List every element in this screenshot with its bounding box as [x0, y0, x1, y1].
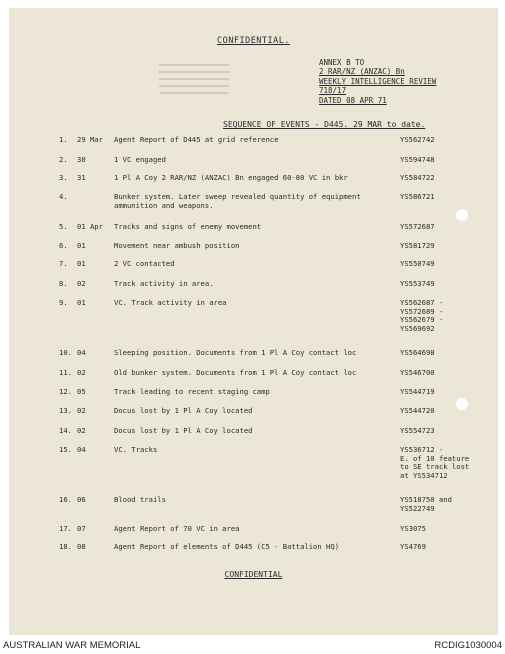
event-date: 02	[77, 406, 86, 415]
event-description: VC. Tracks	[114, 446, 158, 454]
event-description: Track activity in area.	[114, 280, 214, 288]
event-number: 10.	[59, 348, 72, 357]
grid-reference-line: YS3075	[400, 524, 426, 533]
event-date: 30	[77, 155, 86, 164]
event-number: 15.	[59, 445, 72, 454]
grid-reference	[400, 174, 500, 183]
grid-reference-line: E. of 10 feature	[400, 453, 470, 463]
grid-reference	[400, 496, 500, 513]
event-number: 6.	[59, 241, 68, 250]
annex-line: ANNEX B TO	[319, 58, 365, 67]
grid-reference-line: YS544719	[400, 387, 435, 396]
event-date: 04	[77, 348, 86, 357]
grid-reference	[400, 156, 500, 165]
event-number: 4.	[59, 192, 68, 201]
annex-line: 2 RAR/NZ (ANZAC) Bn	[319, 67, 405, 77]
event-number: 18.	[59, 542, 72, 551]
grid-reference-line: YS562742	[400, 135, 435, 144]
grid-reference	[400, 543, 500, 552]
event-date: 29 Mar	[77, 135, 103, 144]
classification-footer: CONFIDENTIAL	[224, 570, 283, 579]
event-number: 17.	[59, 524, 72, 533]
annex-line: WEEKLY INTELLIGENCE REVIEW	[319, 76, 437, 86]
event-number: 16.	[59, 495, 72, 504]
grid-reference-line: YS546700	[400, 368, 435, 377]
grid-reference	[400, 242, 500, 251]
event-date: 06	[77, 495, 86, 504]
event-description: Docus lost by 1 Pl A Coy located	[114, 407, 253, 415]
grid-reference	[400, 427, 500, 436]
event-description: Movement near ambush position	[114, 242, 240, 250]
event-number: 9.	[59, 298, 68, 307]
grid-reference	[400, 407, 500, 416]
grid-reference-line: at YS534712	[400, 470, 448, 480]
institution-label: AUSTRALIAN WAR MEMORIAL	[3, 640, 141, 651]
grid-reference	[400, 193, 500, 202]
grid-reference	[400, 369, 500, 378]
grid-reference-line: YS572689 -	[400, 306, 444, 316]
grid-reference	[400, 525, 500, 534]
event-description: VC. Track activity in area	[114, 299, 227, 307]
event-date: 01	[77, 259, 86, 268]
grid-reference-line: YS518750 and	[400, 495, 452, 504]
event-description: Docus lost by 1 Pl A Coy located	[114, 427, 253, 435]
event-description: 1 Pl A Coy 2 RAR/NZ (ANZAC) Bn engaged 60-80 VC in bkr	[114, 174, 348, 182]
annex-line: 718/17	[319, 86, 347, 96]
grid-reference-line: YS554723	[400, 426, 435, 435]
grid-reference-line: YS553749	[400, 279, 435, 288]
annex-block	[319, 58, 436, 105]
event-number: 11.	[59, 368, 72, 377]
grid-reference-line: YS562679 -	[400, 315, 444, 325]
event-description: Old bunker system. Documents from 1 Pl A Coy contact loc	[114, 369, 357, 377]
event-number: 2.	[59, 155, 68, 164]
grid-reference-line: YS564698	[400, 348, 435, 357]
event-description: 2 VC contacted	[114, 260, 175, 268]
event-date: 01 Apr	[77, 222, 103, 231]
grid-reference-line: YS550749	[400, 259, 435, 268]
event-date: 05	[77, 387, 86, 396]
event-date: 31	[77, 173, 86, 182]
grid-reference	[400, 388, 500, 397]
event-date: 01	[77, 298, 86, 307]
grid-reference	[400, 280, 500, 289]
grid-reference-line: YS562687 -	[400, 298, 444, 307]
event-date: 01	[77, 241, 86, 250]
grid-reference-line: YS4769	[400, 542, 426, 551]
event-description: Tracks and signs of enemy movement	[114, 223, 262, 231]
punch-hole	[456, 209, 468, 221]
event-date: 02	[77, 426, 86, 435]
event-number: 7.	[59, 259, 68, 268]
event-number: 3.	[59, 173, 68, 182]
grid-reference	[400, 349, 500, 358]
grid-reference-line: YS544720	[400, 406, 435, 415]
event-number: 14.	[59, 426, 72, 435]
event-number: 8.	[59, 279, 68, 288]
event-date: 02	[77, 368, 86, 377]
grid-reference-line: to SE track lost	[400, 462, 470, 472]
grid-reference	[400, 260, 500, 269]
grid-reference-line: YS522749	[400, 503, 435, 513]
event-number: 1.	[59, 135, 68, 144]
record-id: RCDIG1030004	[434, 640, 502, 651]
sequence-title: SEQUENCE OF EVENTS - D445. 29 MAR to date.	[223, 120, 426, 129]
event-description: Bunker system. Later sweep revealed quantity of equipment ammunition and weapons.	[114, 193, 361, 210]
event-number: 12.	[59, 387, 72, 396]
archive-footer	[0, 637, 505, 654]
grid-reference	[400, 223, 500, 232]
event-description: Agent Report of D445 at grid reference	[114, 136, 279, 144]
grid-reference-line: YS569692	[400, 323, 435, 333]
event-date: 07	[77, 524, 86, 533]
event-description: Sleeping position. Documents from 1 Pl A Coy contact loc	[114, 349, 357, 357]
event-description: Blood trails	[114, 496, 166, 504]
grid-reference-line: YS586721	[400, 192, 435, 201]
document-page	[9, 8, 498, 635]
event-number: 13.	[59, 406, 72, 415]
event-description: 1 VC engaged	[114, 156, 166, 164]
grid-reference	[400, 446, 500, 480]
classification-header: CONFIDENTIAL.	[216, 36, 291, 46]
event-date: 08	[77, 542, 86, 551]
grid-reference-line: YS594748	[400, 155, 435, 164]
grid-reference	[400, 136, 500, 145]
grid-reference	[400, 299, 500, 333]
grid-reference-line: YS572687	[400, 222, 435, 231]
annex-line: DATED 08 APR 71	[319, 95, 387, 105]
grid-reference-line: YS584722	[400, 173, 435, 182]
event-date: 04	[77, 445, 86, 454]
event-date: 02	[77, 279, 86, 288]
redaction-smudge	[159, 60, 229, 94]
grid-reference-line: YS581729	[400, 241, 435, 250]
event-description: Agent Report of elements of D445 (C5 - Battalion HQ)	[114, 543, 340, 551]
event-number: 5.	[59, 222, 68, 231]
event-description: Track leading to recent staging camp	[114, 388, 270, 396]
grid-reference-line: YS536712 -	[400, 445, 444, 454]
event-description: Agent Report of 70 VC in area	[114, 525, 240, 533]
